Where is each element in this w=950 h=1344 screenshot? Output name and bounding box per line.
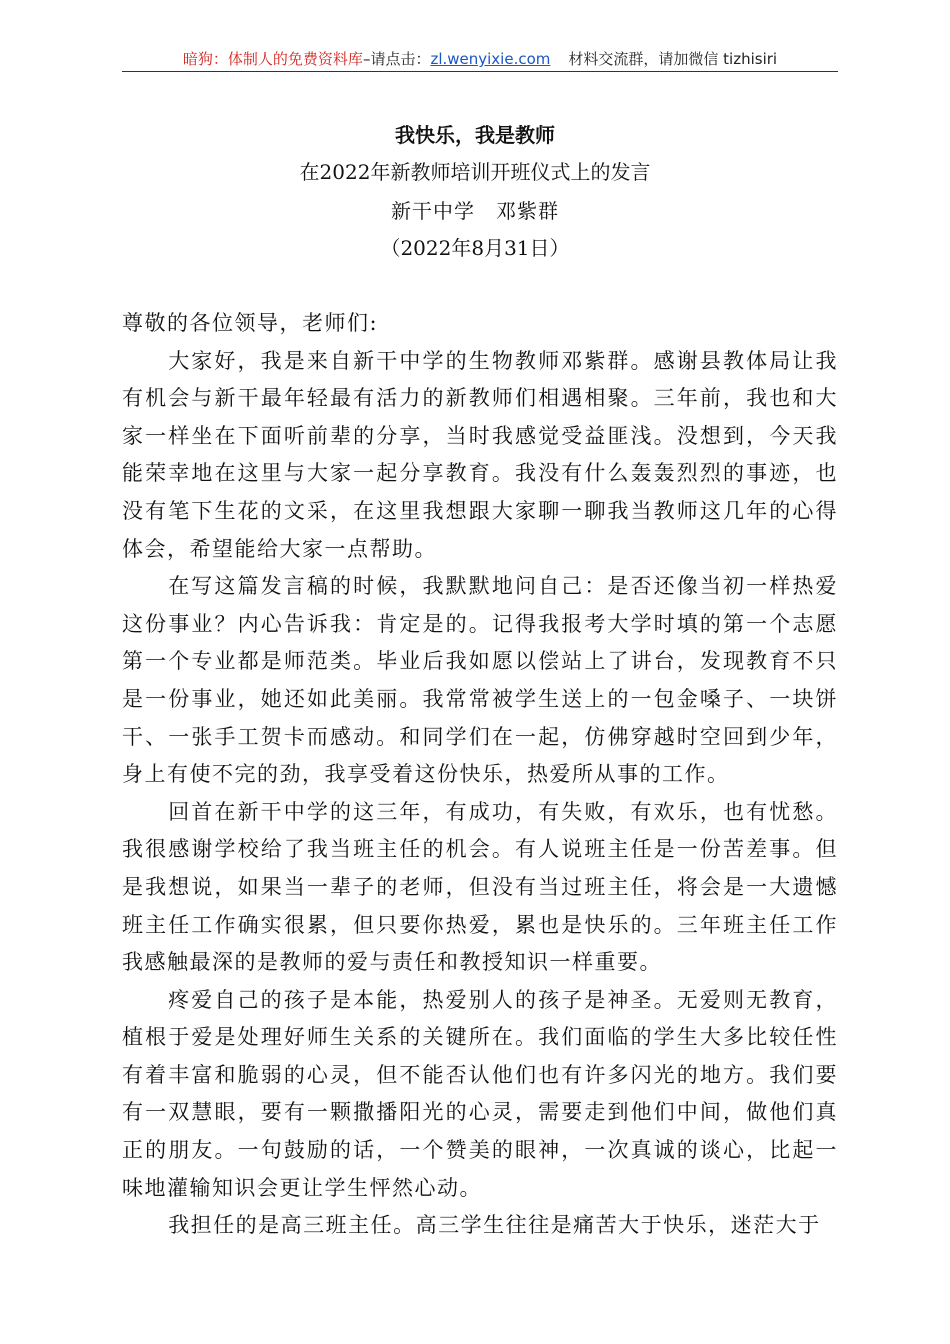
document-subtitle: 在2022年新教师培训开班仪式上的发言 — [299, 160, 651, 184]
header-url-link[interactable]: zl.wenyixie.com — [430, 50, 551, 68]
salutation: 尊敬的各位领导，老师们: — [122, 311, 379, 335]
paragraph: 我担任的是高三班主任。高三学生往往是痛苦大于快乐，迷茫大于 — [168, 1213, 821, 1238]
document-date: （2022年8月31日） — [380, 236, 570, 260]
paragraph: 回首在新干中学的这三年，有成功，有失败，有欢乐，也有忧愁。我很感谢学校给了我当班主任的机会。有人说班主任是一份苦差事。但是我想说，如果当一辈子的老师，但没有当过班主任，将会是一大遗憾班主任工作确实很累，但只要你热爱，累也是快乐的。三年班主任工作我感触最深的是教师的爱与责任和教授知识一样重要。 — [122, 799, 838, 975]
document-author: 新干中学 邓紫群 — [391, 199, 559, 223]
header-wechat-note: 材料交流群，请加微信 tizhisiri — [568, 50, 778, 68]
paragraph: 在写这篇发言稿的时候，我默默地问自己：是否还像当初一样热爱这份事业？内心告诉我：肯定是的。记得我报考大学时填的第一个志愿第一个专业都是师范类。毕业后我如愿以偿站上了讲台，发现教育不只是一份事业，她还如此美丽。我常常被学生送上的一包金嗓子、一块饼干、一张手工贺卡而感动。和同学们在一起，仿佛穿越时空回到少年，身上有使不完的劲，我享受着这份快乐，热爱所从事的工作。 — [122, 574, 838, 787]
header-brand: 暗狗：体制人的免费资料库 — [182, 50, 363, 68]
paragraph: 大家好，我是来自新干中学的生物教师邓紫群。感谢县教体局让我有机会与新干最年轻最有活力的新教师们相遇相聚。三年前，我也和大家一样坐在下面听前辈的分享，当时我感觉受益匪浅。没想到，今天我能荣幸地在这里与大家一起分享教育。我没有什么轰轰烈烈的事迹，也没有笔下生花的文采，在这里我想跟大家聊一聊我当教师这几年的心得体会，希望能给大家一点帮助。 — [122, 348, 838, 561]
header-click-prompt: –请点击： — [362, 50, 431, 68]
header-divider — [122, 71, 838, 72]
page-header — [122, 48, 838, 72]
document-body — [122, 305, 838, 1245]
paragraph: 疼爱自己的孩子是本能，热爱别人的孩子是神圣。无爱则无教育，植根于爱是处理好师生关系的关键所在。我们面临的学生大多比较任性有着丰富和脆弱的心灵，但不能否认他们也有许多闪光的地方。我们要有一双慧眼，要有一颗撒播阳光的心灵，需要走到他们中间，做他们真正的朋友。一句鼓励的话，一个赞美的眼神，一次真诚的谈心，比起一味地灌输知识会更让学生怦然心动。 — [122, 987, 838, 1200]
document-title: 我快乐，我是教师 — [395, 123, 555, 147]
